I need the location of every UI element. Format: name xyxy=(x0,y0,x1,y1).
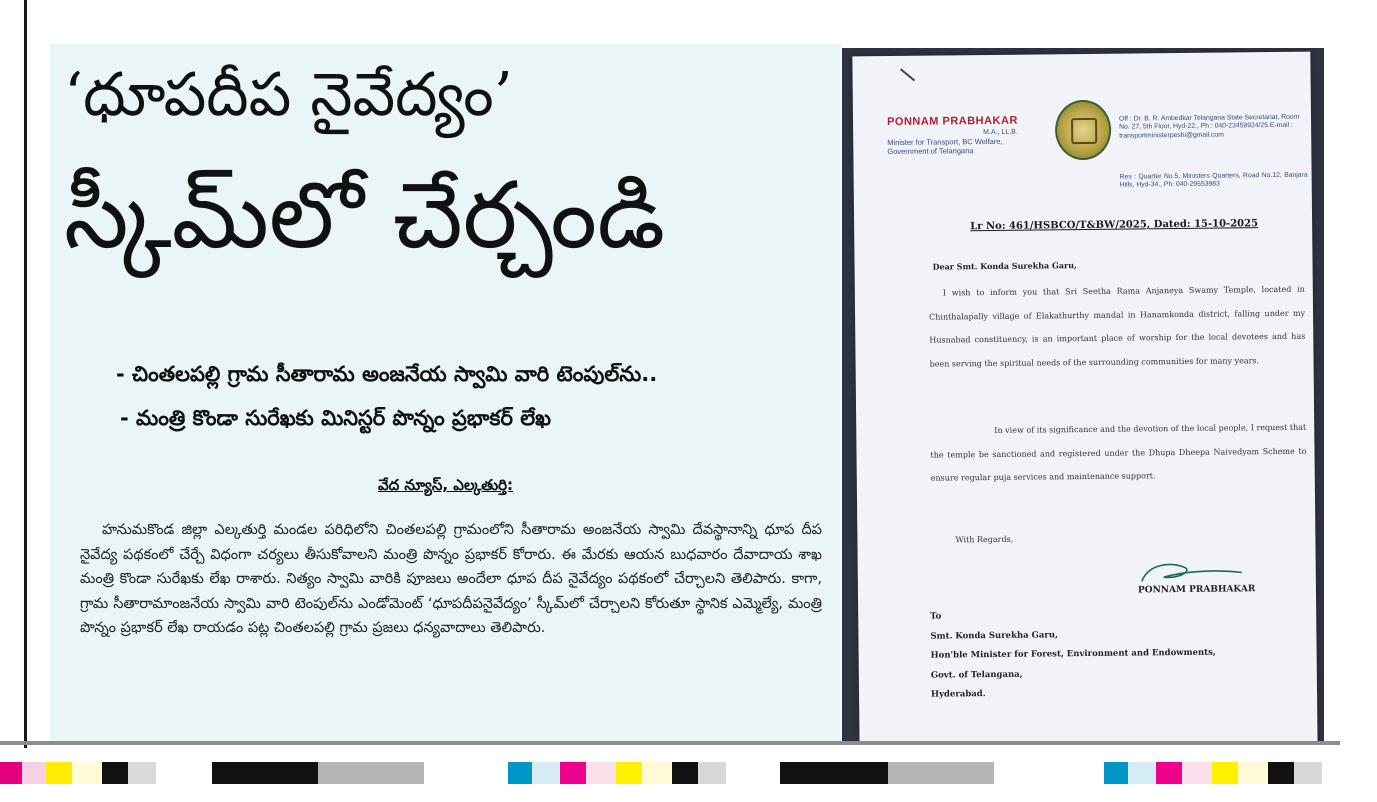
dateline: వేద న్యూస్, ఎల్కతుర్తి: xyxy=(377,476,514,494)
color-swatch xyxy=(508,762,532,784)
color-swatch xyxy=(780,762,888,784)
office-address: Off : Dr. B. R. Ambedkar Telangana State Secretariat, Room No. 27, 5th Floor, Hyd-22., Ph : 040-23459924/25 E-mail : transportministerpeshi@gmail.com xyxy=(1118,113,1300,140)
color-swatch xyxy=(22,762,46,784)
signatory-name: PONNAM PRABHAKAR xyxy=(1137,584,1256,596)
color-swatch xyxy=(1212,762,1238,784)
color-swatch xyxy=(532,762,560,784)
recipient-block xyxy=(930,604,1311,705)
color-swatch xyxy=(1182,762,1212,784)
residence-address: Res : Quarter No.5, Ministers Quarters, Road No.12, Banjara Hills, Hyd-34., Ph: 040-29553983 xyxy=(1119,171,1308,190)
color-swatch xyxy=(616,762,642,784)
color-swatch xyxy=(318,762,424,784)
color-swatch xyxy=(72,762,102,784)
color-swatch xyxy=(698,762,726,784)
color-swatch xyxy=(586,762,616,784)
column-rule-horizontal xyxy=(0,741,1340,745)
letter-salutation: Dear Smt. Konda Surekha Garu, xyxy=(932,260,1077,272)
letterhead-degree: M.A., LL.B. xyxy=(983,128,1018,137)
color-swatch xyxy=(1128,762,1156,784)
telangana-emblem-icon xyxy=(1055,100,1112,161)
subheading-2: - మంత్రి కొండా సురేఖకు మినిస్టర్ పొన్నం ప్రభాకర్ లేఖ xyxy=(120,406,551,430)
color-swatch xyxy=(46,762,72,784)
pen-mark xyxy=(900,68,915,81)
headline-line-1: ‘ధూపదీప నైవేద్యం’ xyxy=(64,60,513,130)
color-swatch xyxy=(1238,762,1268,784)
letterhead-role-line-1: Minister for Transport, BC Welfare, xyxy=(887,136,1003,148)
news-article xyxy=(50,44,841,744)
color-swatch xyxy=(0,762,22,784)
signature-icon xyxy=(1138,558,1248,585)
color-swatch xyxy=(212,762,318,784)
letterhead-role xyxy=(887,136,1047,156)
letterhead-name: PONNAM PRABHAKAR xyxy=(886,114,1018,129)
letterhead-role-line-2: Government of Telangana xyxy=(887,146,974,157)
color-swatch xyxy=(560,762,586,784)
color-swatch xyxy=(128,762,156,784)
recipient-line: Smt. Konda Surekha Garu, xyxy=(930,629,1059,642)
color-swatch xyxy=(672,762,698,784)
color-swatch xyxy=(642,762,672,784)
recipient-line: Govt. of Telangana, xyxy=(930,669,1023,681)
recipient-line: To xyxy=(930,611,942,622)
letter-reference: Lr No: 461/HSBCO/T&BW/2025, Dated: 15-10-2025 xyxy=(970,218,1259,233)
article-body: హనుమకొండ జిల్లా ఎల్కతుర్తి మండల పరిధిలోని చింతలపల్లి గ్రామంలోని సీతారామ అంజనేయ స్వామి దేవస్థానాన్ని ధూప దీప నైవేద్య పథకంలో చేర్చే విధంగా చర్యలు తీసుకోవాలని మంత్రి పొన్నం ప్రభాకర్ కోరారు. ఈ మేరకు ఆయన బుధవారం దేవాదాయ శాఖ మంత్రి కొండా సురేఖకు లేఖ రాశారు. నిత్యం స్వామి వారికి పూజలు అందేలా ధూప దీప నైవేద్యం పథకంలో చేర్చాలని తెలిపారు. కాగా, గ్రామ సీతారామాంజనేయ స్వామి వారి టెంపుల్‌ను ఎండోమెంట్ ‘ధూపదీపనైవేద్యం’ స్కీమ్‌లో చేర్చాలని కోరుతూ స్థానిక ఎమ్మెల్యే, మంత్రి పొన్నం ప్రభాకర్ లేఖ రాయడం పట్ల చింతలపల్లి గ్రామ ప్రజలు ధన్యవాదాలు తెలిపారు. xyxy=(80,522,822,636)
letter-photo xyxy=(842,48,1324,744)
color-swatch xyxy=(1268,762,1294,784)
letter-paragraph-1: I wish to inform you that Sri Seetha Rama Anjaneya Swamy Temple, located in Chinthalapally village of Elakathurthy mandal in Hanamkonda district, falling under my Husnabad constituency, is an important place of worship for the local devotees and has been serving the spiritual needs of the surrounding communities for many years. xyxy=(929,284,1306,369)
color-swatch xyxy=(1156,762,1182,784)
recipient-line: Hon'ble Minister for Forest, Environment and Endowments, xyxy=(930,647,1216,661)
subheading-1: - చింతలపల్లి గ్రామ సీతారామ అంజనేయ స్వామి వారి టెంపుల్‌ను.. xyxy=(116,362,658,386)
letter-closing: With Regards, xyxy=(955,534,1014,545)
column-rule-vertical xyxy=(24,0,27,748)
official-letter xyxy=(852,52,1317,744)
color-swatch xyxy=(1294,762,1322,784)
recipient-line: Hyderabad. xyxy=(930,689,986,700)
color-swatch xyxy=(1104,762,1128,784)
color-swatch xyxy=(888,762,994,784)
color-swatch xyxy=(102,762,128,784)
headline-line-2: స్కీమ్‌లో చేర్చండి xyxy=(64,162,666,269)
letter-paragraph-2: In view of its significance and the devotion of the local people, I request that the temple be sanctioned and registered under the Dhupa Dheepa Naivedyam Scheme to ensure regular puja services and maintenance support. xyxy=(930,422,1307,483)
